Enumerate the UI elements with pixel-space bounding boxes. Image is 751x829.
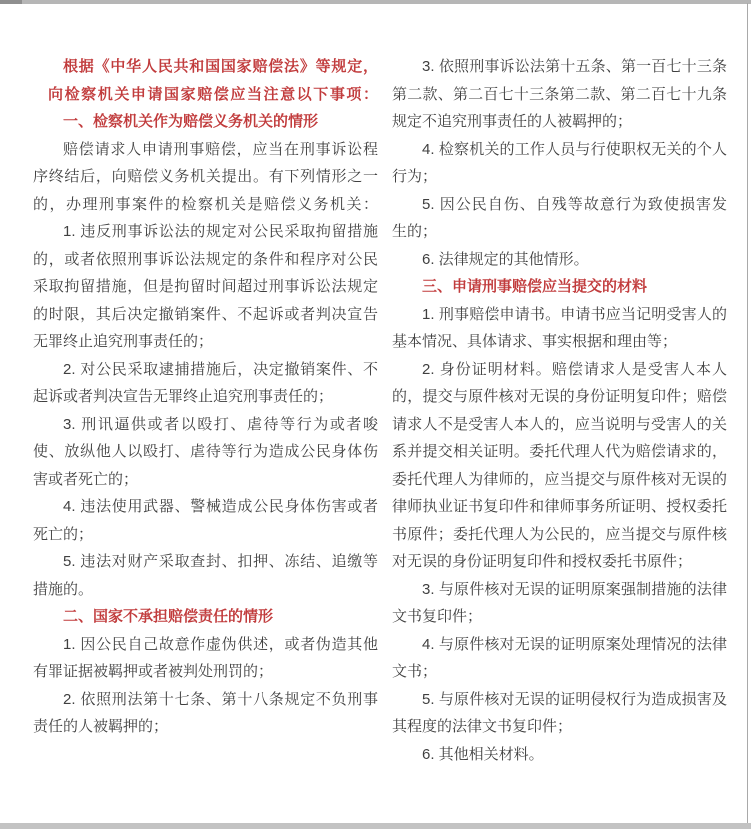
paragraph bbox=[392, 741, 727, 769]
text-line: 4. 检察机关的工作人员与行使职权无关的个人 bbox=[422, 140, 727, 158]
text-line: 行为； bbox=[392, 168, 438, 185]
section-heading bbox=[392, 273, 727, 301]
paragraph bbox=[392, 53, 727, 136]
text-line: 5. 因公民自伤、自残等故意行为致使损害发 bbox=[422, 195, 727, 213]
text-line: 其程度的法律文书复印件； bbox=[392, 718, 573, 735]
right-column bbox=[392, 53, 727, 768]
paragraph bbox=[33, 356, 378, 411]
text-line: 1. 违反刑事诉讼法的规定对公民采取拘留措施 bbox=[63, 223, 378, 240]
text-line: 无罪终止追究刑事责任的； bbox=[33, 333, 214, 350]
text-line: 2. 身份证明材料。赔偿请求人是受害人本人 bbox=[422, 360, 727, 378]
page-bottom-edge bbox=[0, 823, 751, 829]
text-line: 1. 刑事赔偿申请书。申请书应当记明受害人的 bbox=[422, 305, 727, 323]
text-line: 赔偿请求人申请刑事赔偿，应当在刑事诉讼程 bbox=[63, 140, 378, 158]
text-line: 的，提交与原件核对无误的身份证明复印件；赔偿 bbox=[392, 388, 727, 405]
text-line: 3. 依照刑事诉讼法第十五条、第一百七十三条 bbox=[422, 58, 727, 75]
text-line: 一、检察机关作为赔偿义务机关的情形 bbox=[63, 113, 319, 130]
section-heading bbox=[33, 603, 378, 631]
text-line: 对无误的身份证明复印件和授权委托书原件； bbox=[392, 553, 693, 570]
text-line: 3. 与原件核对无误的证明原案强制措施的法律 bbox=[422, 580, 727, 598]
intro-paragraph bbox=[33, 53, 378, 108]
paragraph bbox=[33, 493, 378, 548]
text-line: 4. 与原件核对无误的证明原案处理情况的法律 bbox=[422, 635, 727, 653]
paragraph bbox=[33, 411, 378, 494]
text-line: 委托代理人为律师的，应当提交与原件核对无误的 bbox=[392, 470, 727, 488]
paragraph bbox=[33, 686, 378, 741]
section-heading bbox=[33, 108, 378, 136]
text-line: 5. 违法对财产采取查封、扣押、冻结、追缴等 bbox=[63, 553, 378, 570]
page-right-edge bbox=[747, 3, 748, 824]
text-line: 请求人不是受害人本人的，应当说明与受害人的关 bbox=[392, 415, 727, 433]
paragraph bbox=[392, 631, 727, 686]
paragraph bbox=[392, 356, 727, 576]
text-line: 二、国家不承担赔偿责任的情形 bbox=[63, 608, 274, 625]
text-line: 系并提交相关证明。委托代理人代为赔偿请求的， bbox=[392, 443, 727, 460]
text-line: 采取拘留措施，但是拘留时间超过刑事诉讼法规定 bbox=[33, 278, 378, 295]
text-line: 的时限，其后决定撤销案件、不起诉或者判决宣告 bbox=[33, 305, 378, 323]
paragraph bbox=[392, 136, 727, 191]
paragraph bbox=[392, 191, 727, 246]
text-line: 律师执业证书复印件和律师事务所证明、授权委托 bbox=[392, 498, 727, 515]
text-line: 书原件；委托代理人为公民的，应当提交与原件核 bbox=[392, 525, 727, 543]
paragraph bbox=[392, 576, 727, 631]
paragraph bbox=[392, 246, 727, 274]
text-line: 文书； bbox=[392, 663, 438, 680]
text-line: 起诉或者判决宣告无罪终止追究刑事责任的； bbox=[33, 388, 334, 405]
text-line: 3. 刑讯逼供或者以殴打、虐待等行为或者唆 bbox=[63, 415, 378, 433]
text-line: 文书复印件； bbox=[392, 608, 483, 625]
text-line: 6. 其他相关材料。 bbox=[422, 745, 544, 763]
text-line: 基本情况、具体请求、事实根据和理由等； bbox=[392, 333, 678, 350]
paragraph bbox=[33, 548, 378, 603]
paragraph bbox=[33, 136, 378, 219]
left-column bbox=[33, 53, 378, 768]
paragraph bbox=[33, 218, 378, 356]
text-line: 向检察机关申请国家赔偿应当注意以下事项： bbox=[48, 85, 378, 103]
text-line: 6. 法律规定的其他情形。 bbox=[422, 250, 589, 268]
text-line: 第二款、第二百七十三条第二款、第二百七十九条 bbox=[392, 85, 727, 103]
paragraph bbox=[392, 301, 727, 356]
text-line: 的，或者依照刑事诉讼法规定的条件和程序对公民 bbox=[33, 250, 378, 268]
text-line: 生的； bbox=[392, 223, 438, 240]
text-line: 2. 对公民采取逮捕措施后，决定撤销案件、不 bbox=[63, 360, 378, 378]
text-line: 责任的人被羁押的； bbox=[33, 718, 169, 735]
text-line: 5. 与原件核对无误的证明侵权行为造成损害及 bbox=[422, 690, 727, 708]
text-line: 2. 依照刑法第十七条、第十八条规定不负刑事 bbox=[63, 690, 378, 708]
text-line: 害或者死亡的； bbox=[33, 470, 139, 488]
text-line: 序终结后，向赔偿义务机关提出。有下列情形之一 bbox=[33, 168, 378, 185]
text-line: 根据《中华人民共和国国家赔偿法》等规定， bbox=[63, 58, 378, 75]
text-line: 死亡的； bbox=[33, 525, 94, 543]
text-line: 有罪证据被羁押或者被判处刑罚的； bbox=[33, 663, 274, 680]
paragraph bbox=[33, 631, 378, 686]
text-line: 1. 因公民自己故意作虚伪供述，或者伪造其他 bbox=[63, 635, 378, 653]
text-line: 三、申请刑事赔偿应当提交的材料 bbox=[422, 278, 648, 295]
text-line: 的，办理刑事案件的检察机关是赔偿义务机关： bbox=[33, 195, 378, 213]
text-line: 措施的。 bbox=[33, 580, 94, 598]
text-line: 使、放纵他人以殴打、虐待等行为造成公民身体伤 bbox=[33, 443, 378, 460]
paragraph bbox=[392, 686, 727, 741]
text-line: 规定不追究刑事责任的人被羁押的； bbox=[392, 113, 633, 130]
text-line: 4. 违法使用武器、警械造成公民身体伤害或者 bbox=[63, 498, 378, 515]
